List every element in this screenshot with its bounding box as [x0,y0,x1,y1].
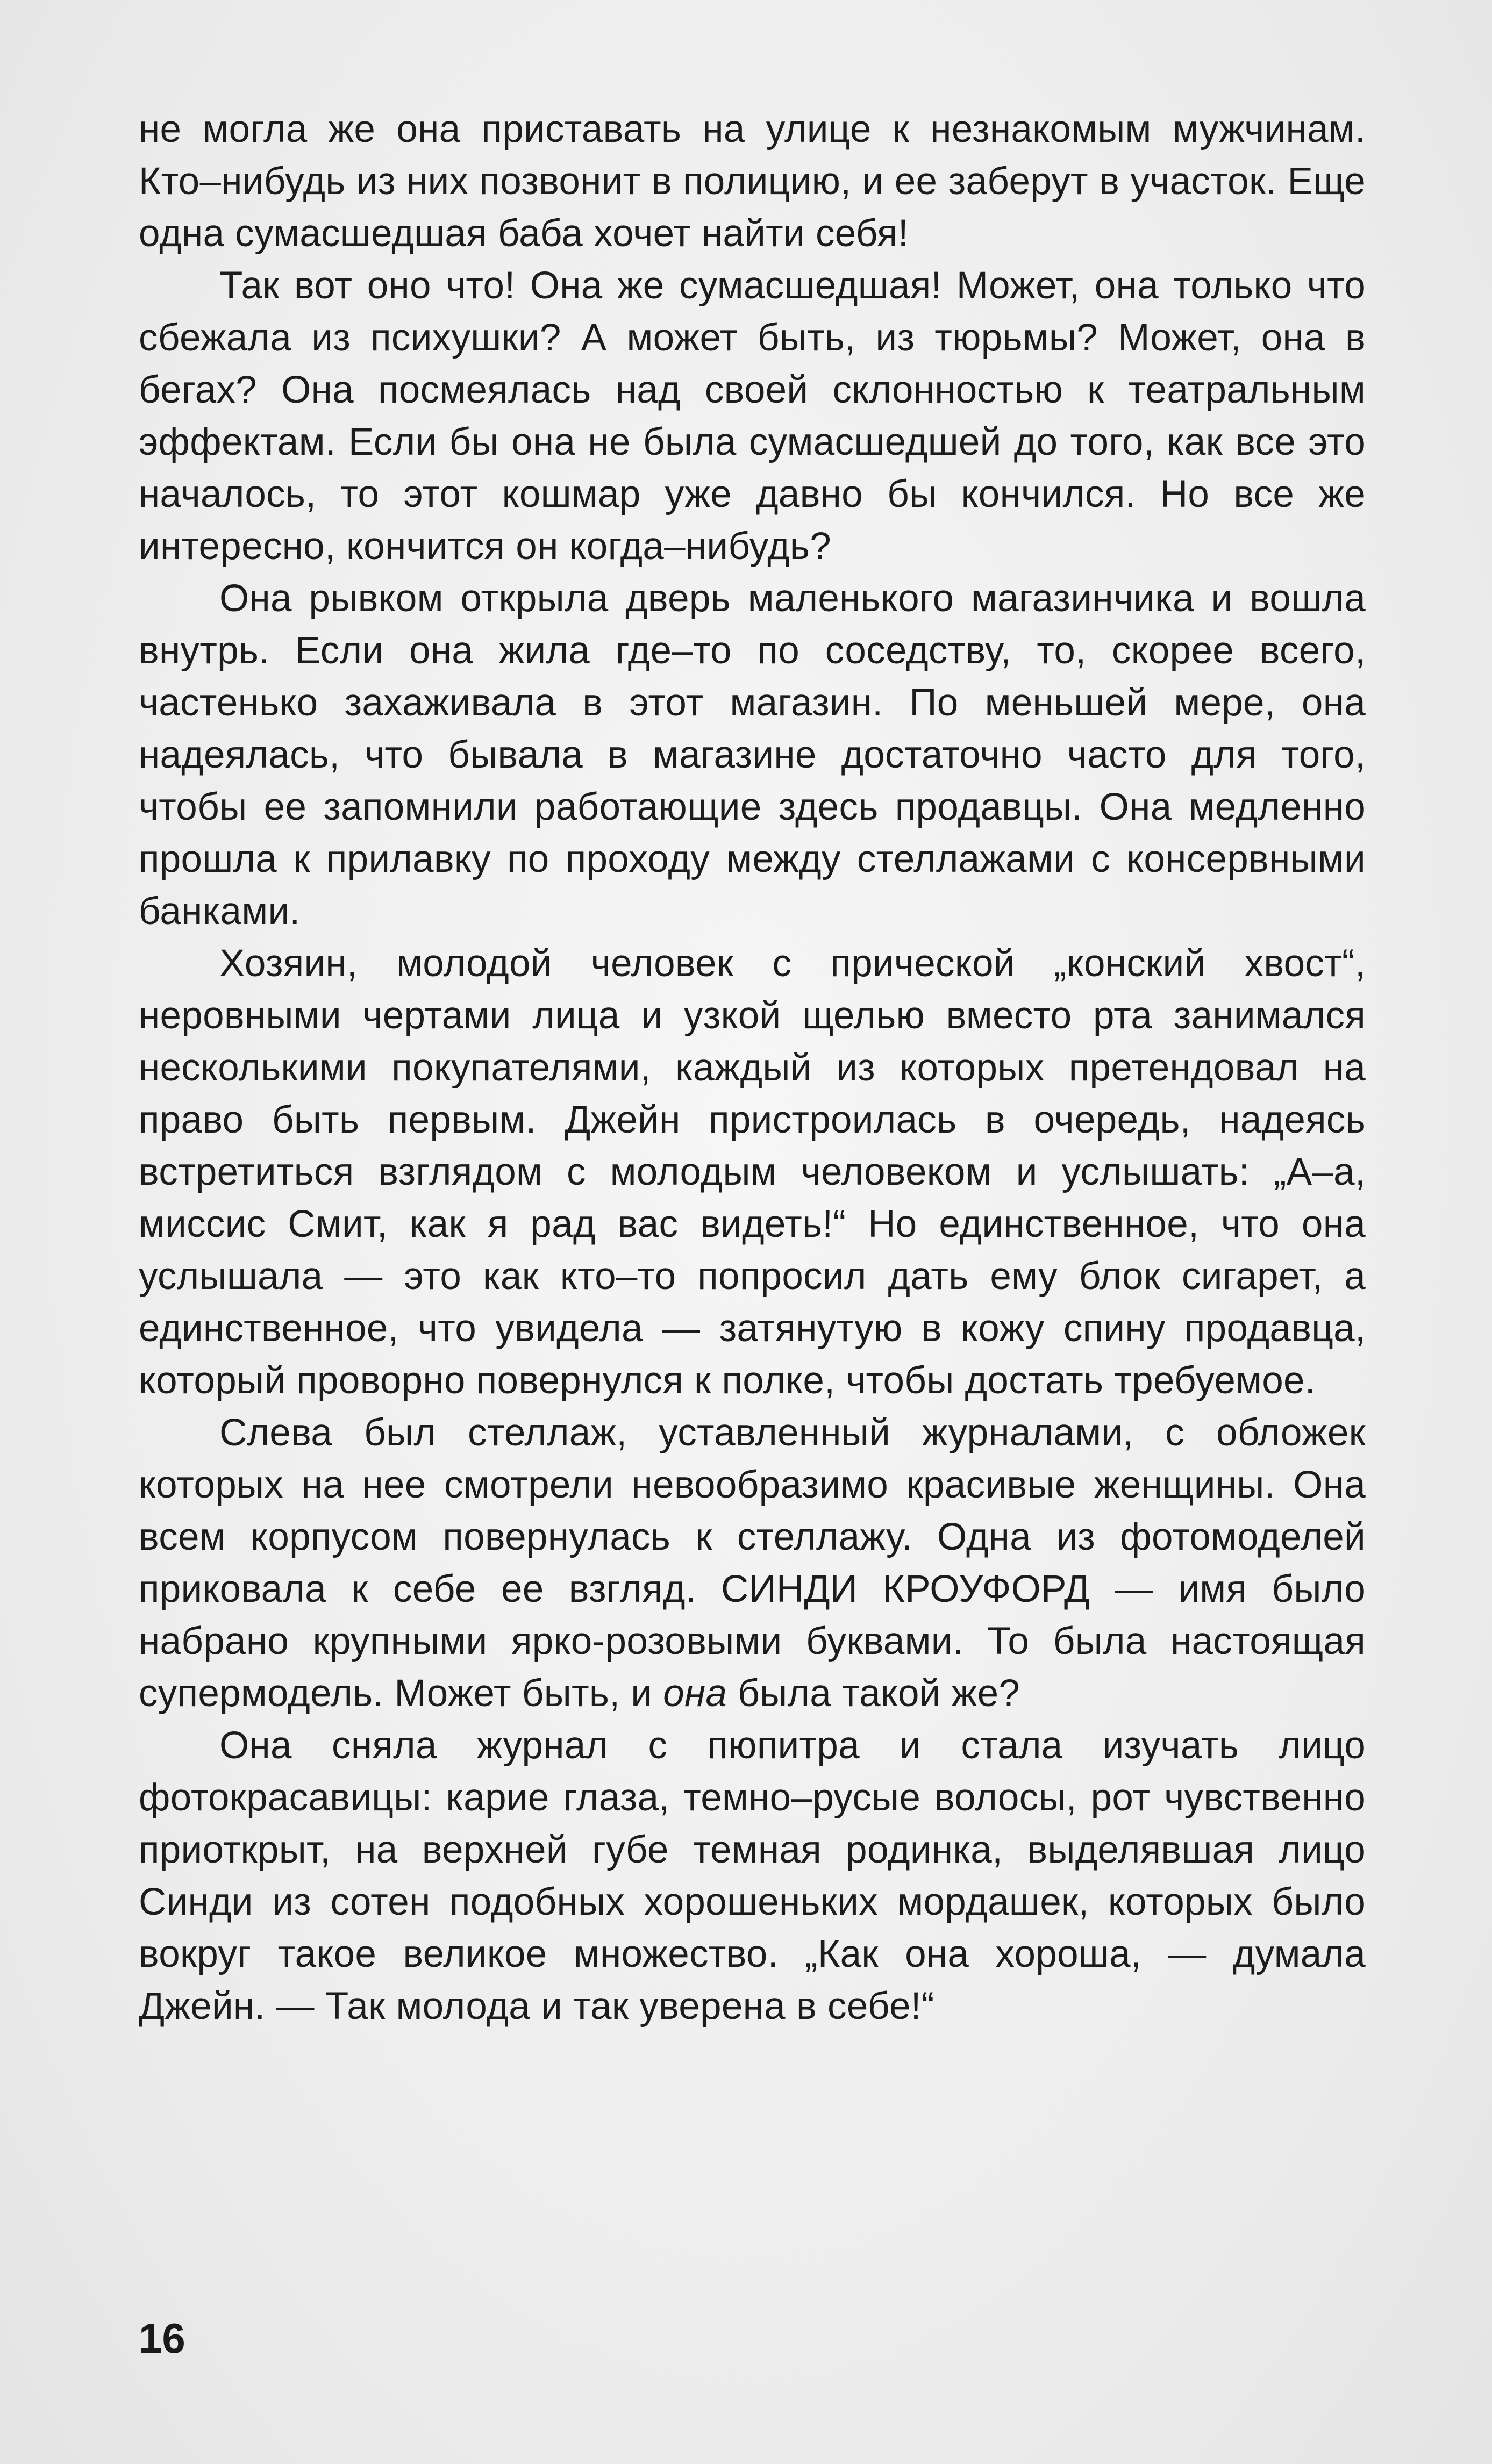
paragraph-5-text-end: была такой же? [727,1672,1020,1715]
page-number: 16 [139,2315,185,2362]
paragraph-2: Так вот оно что! Она же сумасшедшая! Может, она только что сбежала из психушки? А может быть, из тюрьмы? Может, она в бегах? Она посмеялась над своей склонностью к театральным эффектам. Если бы она не была сумасшедшей до того, как все это началось, то этот кошмар уже давно бы кончился. Но все же интересно, кончится он когда–нибудь? [139,264,1366,568]
paragraph-3: Она рывком открыла дверь маленького магазинчика и вошла внутрь. Если она жила где–то по соседству, то, скорее всего, частенько захаживала в этот магазин. По меньшей мере, она надеялась, что бывала в магазине достаточно часто для того, чтобы ее запомнили работающие здесь продавцы. Она медленно прошла к прилавку по проходу между стеллажами с консервными банками. [139,577,1366,933]
page-text [139,103,1366,2032]
paragraph-5-italic-word: она [663,1672,727,1715]
paragraph-5 [139,1407,1366,1720]
paragraph-6: Она сняла журнал с пюпитра и стала изучать лицо фотокрасавицы: карие глаза, темно–русые волосы, рот чувственно приоткрыт, на верхней губе темная родинка, выделявшая лицо Синди из сотен подобных хорошеньких мордашек, которых было вокруг такое великое множество. „Как она хороша, — думала Джейн. — Так молода и так уверена в себе!“ [139,1724,1366,2028]
paragraph-5-text-start: Слева был стеллаж, уставленный журналами, с обложек которых на нее смотрели невообразимо красивые женщины. Она всем корпусом повернулась к стеллажу. Одна из фотомоделей приковала к себе ее взгляд. СИНДИ КРОУФОРД — имя было набрано крупными ярко-розовыми буквами. То была настоящая супермодель. Может быть, и [139,1412,1366,1715]
paragraph-4: Хозяин, молодой человек с прической „конский хвост“, неровными чертами лица и узкой щелью вместо рта занимался несколькими покупателями, каждый из которых претендовал на право быть первым. Джейн пристроилась в очередь, надеясь встретиться взглядом с молодым человеком и услышать: „А–а, миссис Смит, как я рад вас видеть!“ Но единственное, что она услышала — это как кто–то попросил дать ему блок сигарет, а единственное, что увидела — затянутую в кожу спину продавца, который проворно повернулся к полке, чтобы достать требуемое. [139,942,1366,1402]
paragraph-1: не могла же она приставать на улице к незнакомым мужчинам. Кто–нибудь из них позвонит в полицию, и ее заберут в участок. Еще одна сумасшедшая баба хочет найти себя! [139,108,1366,255]
